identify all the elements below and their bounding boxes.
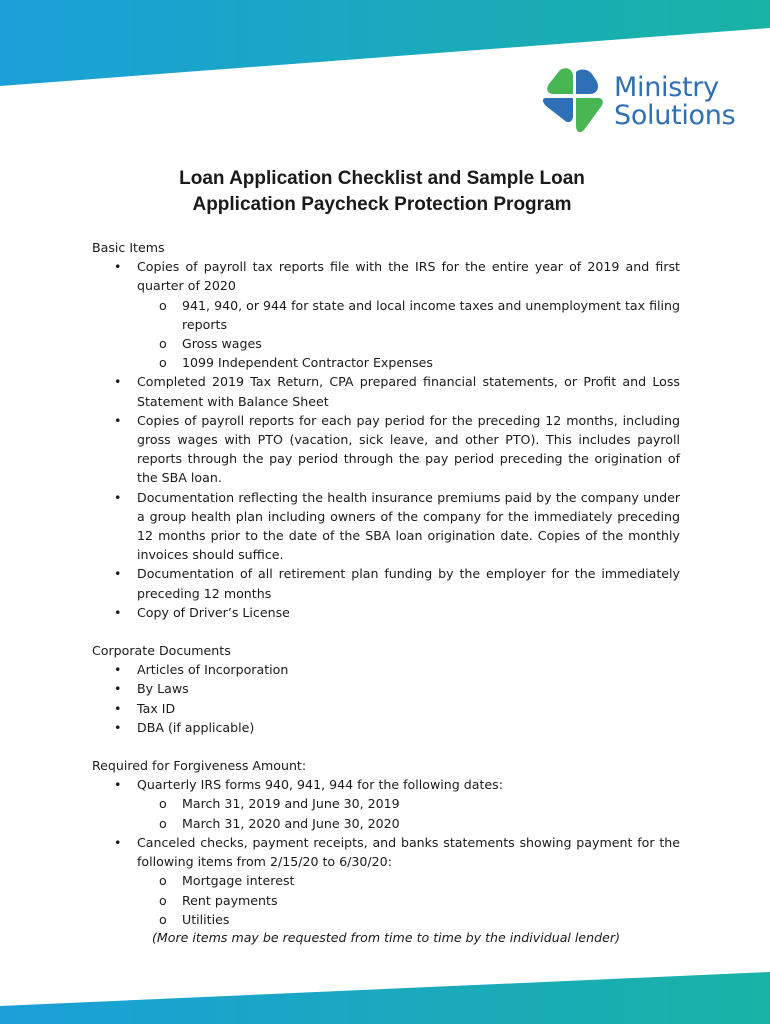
list-item: • Completed 2019 Tax Return, CPA prepared financial statements, or Profit and Loss Statement with Balance Sheet [92, 372, 680, 410]
logo-line-2: Solutions [614, 100, 736, 131]
forgiveness-list [92, 775, 680, 929]
sub-list [137, 871, 680, 929]
sub-list-item: o March 31, 2020 and June 30, 2020 [137, 814, 680, 833]
corporate-documents-heading: Corporate Documents [92, 643, 231, 659]
checklist-body [92, 238, 680, 929]
list-item: • Articles of Incorporation [92, 660, 680, 679]
sub-list-item: o Mortgage interest [137, 871, 680, 890]
list-item [92, 775, 680, 833]
title-line-1: Loan Application Checklist and Sample Loan [179, 168, 585, 189]
sub-list [137, 794, 680, 832]
list-item: • Documentation reflecting the health insurance premiums paid by the company under a group health plan including owners of the company for the immediately preceding 12 months prior to the date of the SBA loan origination date. Copies of the monthly invoices should suffice. [92, 488, 680, 565]
title-line-2: Application Paycheck Protection Program [192, 194, 572, 215]
forgiveness-heading: Required for Forgiveness Amount: [92, 758, 307, 774]
sub-list-item: o 941, 940, or 944 for state and local income taxes and unemployment tax filing reports [137, 296, 680, 334]
list-item: • Documentation of all retirement plan funding by the employer for the immediately preceding 12 months [92, 564, 680, 602]
ministry-solutions-logo [540, 66, 750, 136]
list-item: • DBA (if applicable) [92, 718, 680, 737]
list-item-text: Copies of payroll tax reports file with the IRS for the entire year of 2019 and first quarter of 2020 [137, 259, 680, 294]
list-item: • Copies of payroll reports for each pay period for the preceding 12 months, including gross wages with PTO (vacation, sick leave, and other PTO). This includes payroll reports through the pay period through the pay period preceding the origination of the SBA loan. [92, 411, 680, 488]
cross-logo-icon [540, 66, 606, 136]
list-item: • Tax ID [92, 699, 680, 718]
list-item-text: Quarterly IRS forms 940, 941, 944 for the following dates: [137, 777, 503, 793]
footnote: (More items may be requested from time to time by the individual lender) [152, 930, 620, 945]
corporate-documents-list [92, 660, 680, 737]
document-title [92, 166, 672, 218]
sub-list-item: o 1099 Independent Contractor Expenses [137, 353, 680, 372]
sub-list-item: o March 31, 2019 and June 30, 2019 [137, 794, 680, 813]
list-item: • Copy of Driver’s License [92, 603, 680, 622]
basic-items-heading: Basic Items [92, 240, 165, 255]
basic-items-list [92, 257, 680, 622]
sub-list-item: o Gross wages [137, 334, 680, 353]
footer-band [0, 968, 770, 1024]
list-item [92, 833, 680, 929]
list-item-text: Canceled checks, payment receipts, and banks statements showing payment for the following items from 2/15/20 to 6/30/20: [137, 834, 680, 870]
logo-line-1: Ministry [614, 72, 719, 103]
sub-list [137, 296, 680, 373]
list-item [92, 257, 680, 372]
sub-list-item: o Rent payments [137, 891, 680, 910]
list-item: • By Laws [92, 679, 680, 698]
logo-wordmark [614, 74, 735, 130]
sub-list-item: o Utilities [137, 910, 680, 929]
